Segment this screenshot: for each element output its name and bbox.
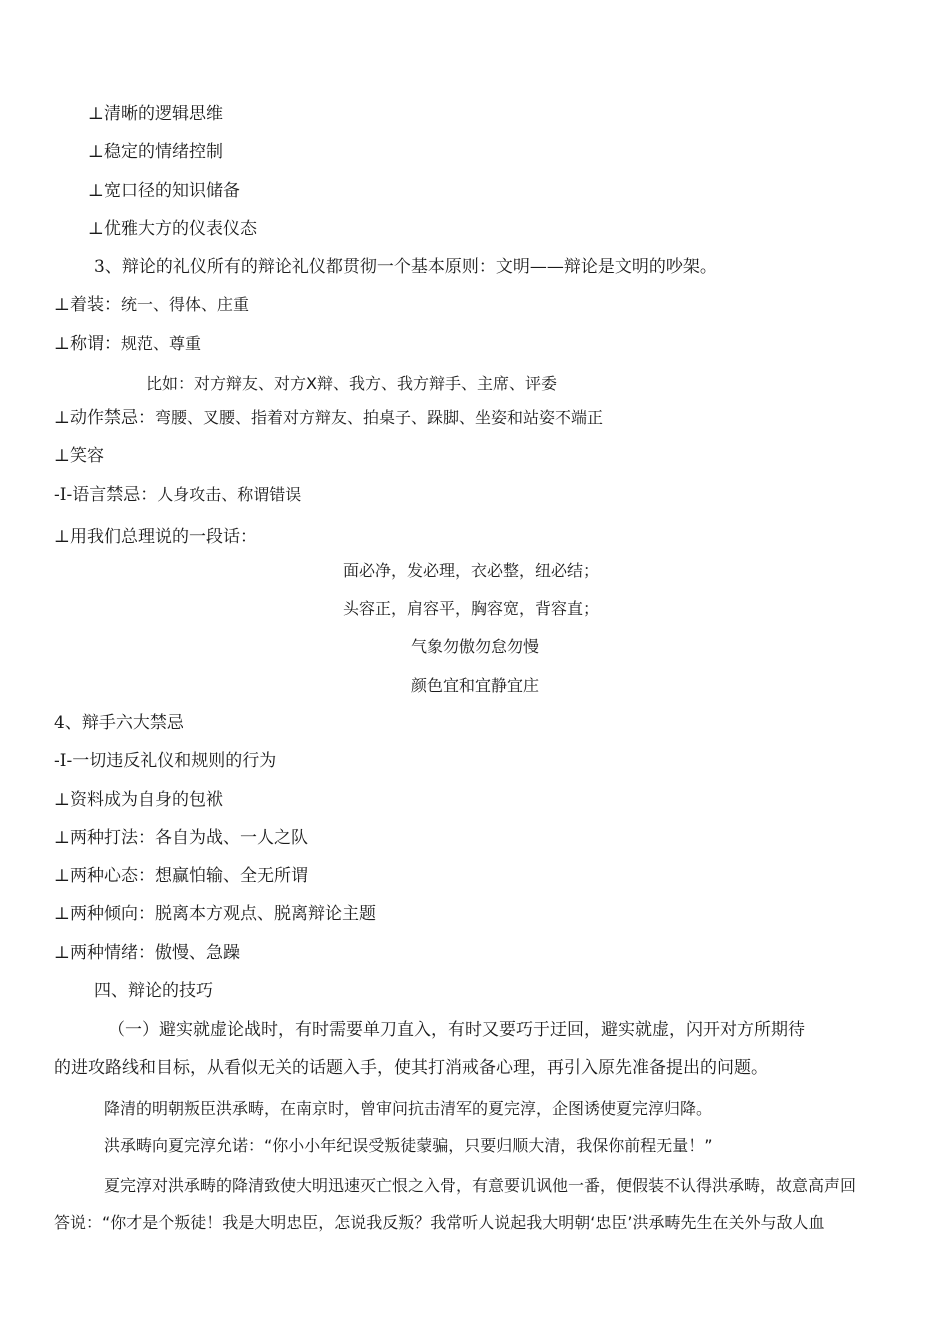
bullet-marker: ⊥ — [88, 142, 104, 162]
bullet-marker: ⊥ — [54, 790, 70, 810]
bullet-marker: ⊥ — [54, 295, 70, 315]
paragraph-line: 洪承畴向夏完淳允诺：“你小小年纪误受叛徒蒙骗，只要归顺大清，我保你前程无量！” — [104, 1136, 713, 1155]
list-item — [54, 942, 240, 964]
item-text: 统一、得体、庄重 — [121, 295, 250, 314]
bullet-marker: ⊥ — [54, 943, 70, 963]
quote-line: 面必净，发必理，衣必整，纽必结； — [343, 561, 600, 580]
list-item — [54, 789, 223, 811]
paragraph-line: （一）避实就虚论战时，有时需要单刀直入，有时又要巧于迂回，避实就虚，闪开对方所期待 — [108, 1020, 805, 1040]
paragraph-line: 答说：“你才是个叛徒！我是大明忠臣，怎说我反叛？我常听人说起我大明朝‘忠臣’洪承畴先生在关外与敌人血 — [54, 1213, 825, 1232]
bullet-marker: ⊥ — [54, 828, 70, 848]
list-item — [88, 218, 257, 240]
quote-line: 气象勿傲勿怠勿慢 — [411, 637, 540, 656]
quote-line: 头容正，肩容平，胸容宽，背容直； — [343, 599, 600, 618]
list-item — [54, 903, 376, 925]
paragraph-line: 夏完淳对洪承畴的降清致使大明迅速灭亡恨之入骨，有意要讥讽他一番，便假装不认得洪承畴，故意高声回 — [104, 1176, 857, 1195]
bullet-marker: -I- — [54, 751, 73, 771]
section-heading: 4、辩手六大禁忌 — [54, 713, 184, 733]
list-item-text: 两种打法：各自为战、一人之队 — [70, 828, 308, 848]
bullet-marker: ⊥ — [88, 219, 104, 239]
list-item-text: 优雅大方的仪表仪态 — [104, 219, 257, 239]
list-item-text: 用我们总理说的一段话： — [70, 527, 257, 547]
list-item — [54, 484, 301, 506]
bullet-marker: ⊥ — [54, 446, 70, 466]
section-heading: 四、辩论的技巧 — [94, 981, 213, 1001]
bullet-marker: ⊥ — [54, 408, 70, 428]
bullet-marker: -I- — [54, 485, 73, 505]
list-item — [88, 180, 240, 202]
item-label: 着装： — [70, 295, 121, 315]
bullet-marker: ⊥ — [54, 866, 70, 886]
section-paragraph: 3、辩论的礼仪所有的辩论礼仪都贯彻一个基本原则：文明——辩论是文明的吵架。 — [94, 257, 717, 277]
paragraph-line: 的进攻路线和目标，从看似无关的话题入手，使其打消戒备心理，再引入原先准备提出的问题。 — [54, 1058, 768, 1078]
list-item-text: 清晰的逻辑思维 — [104, 104, 223, 124]
bullet-marker: ⊥ — [54, 334, 70, 354]
item-text: 弯腰、叉腰、指着对方辩友、拍桌子、跺脚、坐姿和站姿不端正 — [155, 408, 604, 427]
list-item — [54, 750, 276, 772]
list-item-text: 两种情绪：傲慢、急躁 — [70, 943, 240, 963]
list-item-text: 两种倾向：脱离本方观点、脱离辩论主题 — [70, 904, 376, 924]
item-label: 动作禁忌： — [70, 408, 155, 428]
list-item — [88, 103, 223, 125]
list-item-text: 一切违反礼仪和规则的行为 — [72, 751, 277, 771]
bullet-marker: ⊥ — [88, 181, 104, 201]
paragraph-line: 降清的明朝叛臣洪承畴，在南京时，曾审问抗击清军的夏完淳，企图诱使夏完淳归降。 — [104, 1099, 713, 1118]
list-item-text: 两种心态：想赢怕输、全无所谓 — [70, 866, 308, 886]
item-text: 人身攻击、称谓错误 — [157, 485, 302, 504]
item-label: 语言禁忌： — [72, 485, 158, 505]
item-label: 称谓： — [70, 334, 121, 354]
list-item — [54, 294, 249, 316]
list-item — [54, 865, 308, 887]
list-item — [54, 407, 603, 429]
list-item-text: 稳定的情绪控制 — [104, 142, 223, 162]
list-item-text: 笑容 — [70, 446, 104, 466]
list-item-text: 宽口径的知识储备 — [104, 181, 240, 201]
list-item — [88, 141, 223, 163]
item-text: 规范、尊重 — [121, 334, 202, 353]
list-item — [54, 445, 104, 467]
bullet-marker: ⊥ — [88, 104, 104, 124]
list-item-text: 资料成为自身的包袱 — [70, 790, 223, 810]
quote-line: 颜色宜和宜静宜庄 — [411, 676, 540, 695]
bullet-marker: ⊥ — [54, 527, 70, 547]
example-line: 比如：对方辩友、对方X辩、我方、我方辩手、主席、评委 — [146, 374, 557, 393]
bullet-marker: ⊥ — [54, 904, 70, 924]
list-item — [54, 526, 257, 548]
list-item — [54, 827, 308, 849]
list-item — [54, 333, 201, 355]
